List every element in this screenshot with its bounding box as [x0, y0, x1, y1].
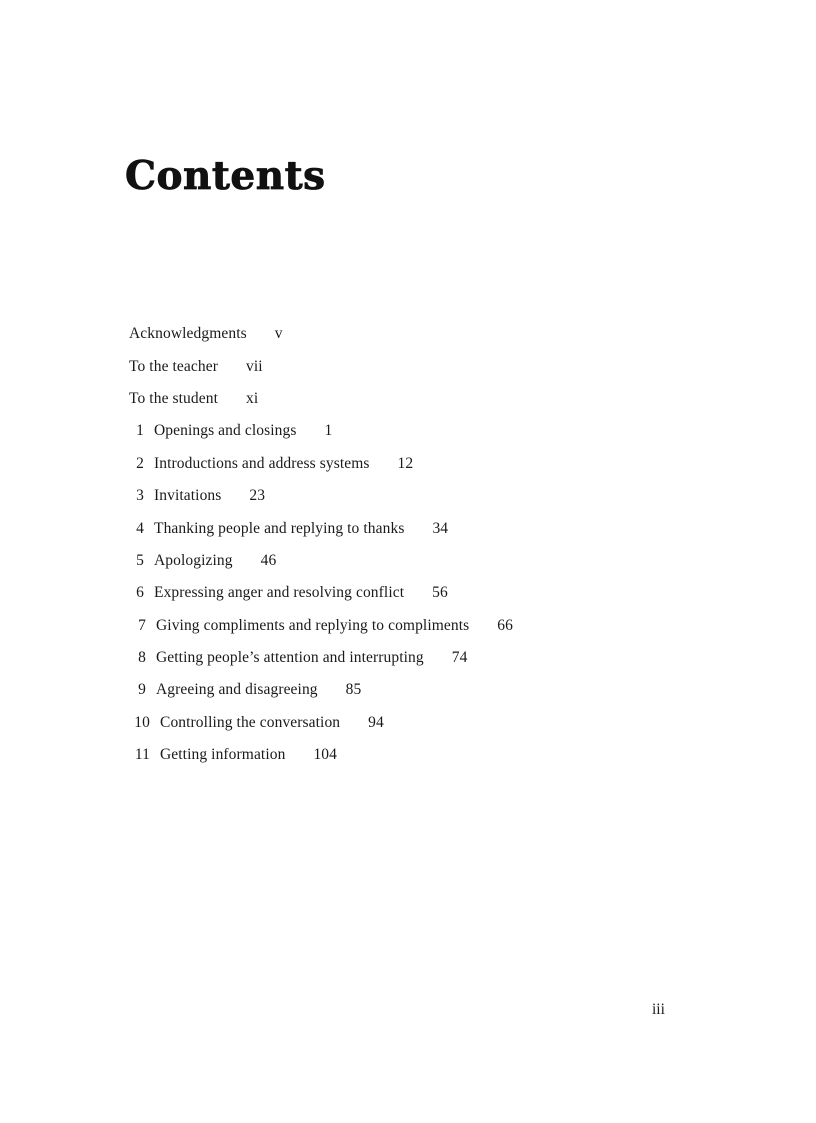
toc-entry-title: Introductions and address systems — [154, 454, 370, 472]
toc-entry-page: vii — [245, 357, 263, 375]
toc-entry-title: To the teacher — [129, 357, 218, 375]
toc-entry-page: 46 — [260, 551, 277, 569]
toc-entry-chapter-8[interactable] — [129, 642, 513, 674]
toc-entry-title: Agreeing and disagreeing — [156, 681, 318, 699]
toc-entry-page: 34 — [432, 519, 449, 537]
toc-entry-to-the-teacher[interactable] — [129, 350, 513, 382]
toc-entry-page: 94 — [368, 713, 384, 731]
table-of-contents — [129, 318, 513, 771]
toc-entry-number: 9 — [138, 681, 146, 699]
toc-entry-number: 10 — [134, 713, 150, 731]
page-number: iii — [652, 1001, 665, 1018]
toc-entry-title: Apologizing — [154, 551, 233, 569]
toc-entry-page: 23 — [249, 487, 266, 505]
toc-entry-page: 104 — [313, 746, 338, 764]
toc-entry-title: Controlling the conversation — [160, 713, 341, 731]
toc-entry-chapter-3[interactable] — [129, 480, 513, 512]
toc-entry-page: 12 — [397, 454, 414, 472]
toc-entry-title: Openings and closings — [154, 422, 297, 440]
toc-entry-title: Getting people’s attention and interrupting — [156, 649, 424, 667]
toc-entry-chapter-1[interactable] — [129, 415, 513, 447]
toc-entry-number: 1 — [136, 422, 144, 440]
page-title: Contents — [125, 153, 326, 199]
toc-entry-page: 56 — [432, 584, 448, 602]
toc-entry-chapter-9[interactable] — [129, 674, 513, 706]
toc-entry-title: Getting information — [160, 746, 286, 764]
toc-entry-chapter-10[interactable] — [129, 707, 513, 739]
toc-entry-title: To the student — [129, 389, 218, 407]
toc-entry-number: 8 — [138, 649, 146, 667]
toc-entry-number: 3 — [136, 487, 144, 505]
toc-entry-to-the-student[interactable] — [129, 383, 513, 415]
toc-entry-chapter-5[interactable] — [129, 545, 513, 577]
toc-entry-page: 1 — [324, 422, 333, 440]
toc-entry-chapter-4[interactable] — [129, 512, 513, 544]
toc-entry-number: 2 — [136, 454, 144, 472]
toc-entry-chapter-2[interactable] — [129, 448, 513, 480]
toc-entry-chapter-7[interactable] — [129, 610, 513, 642]
toc-entry-title: Giving compliments and replying to compliments — [156, 616, 470, 634]
toc-entry-number: 6 — [136, 584, 144, 602]
toc-entry-title: Thanking people and replying to thanks — [154, 519, 405, 537]
toc-entry-page: v — [274, 325, 283, 343]
toc-entry-chapter-6[interactable] — [129, 577, 513, 609]
toc-entry-number: 11 — [134, 746, 150, 764]
toc-entry-number: 5 — [136, 551, 144, 569]
toc-entry-page: 66 — [497, 616, 513, 634]
toc-entry-number: 7 — [138, 616, 146, 634]
toc-entry-page: 85 — [345, 681, 362, 699]
toc-entry-page: xi — [246, 389, 259, 407]
toc-entry-title: Expressing anger and resolving conflict — [154, 584, 405, 602]
toc-entry-number: 4 — [136, 519, 144, 537]
toc-entry-title: Acknowledgments — [129, 325, 247, 343]
toc-entry-acknowledgments[interactable] — [129, 318, 513, 350]
toc-entry-title: Invitations — [154, 487, 222, 505]
toc-entry-page: 74 — [451, 649, 468, 667]
toc-entry-chapter-11[interactable] — [129, 739, 513, 771]
